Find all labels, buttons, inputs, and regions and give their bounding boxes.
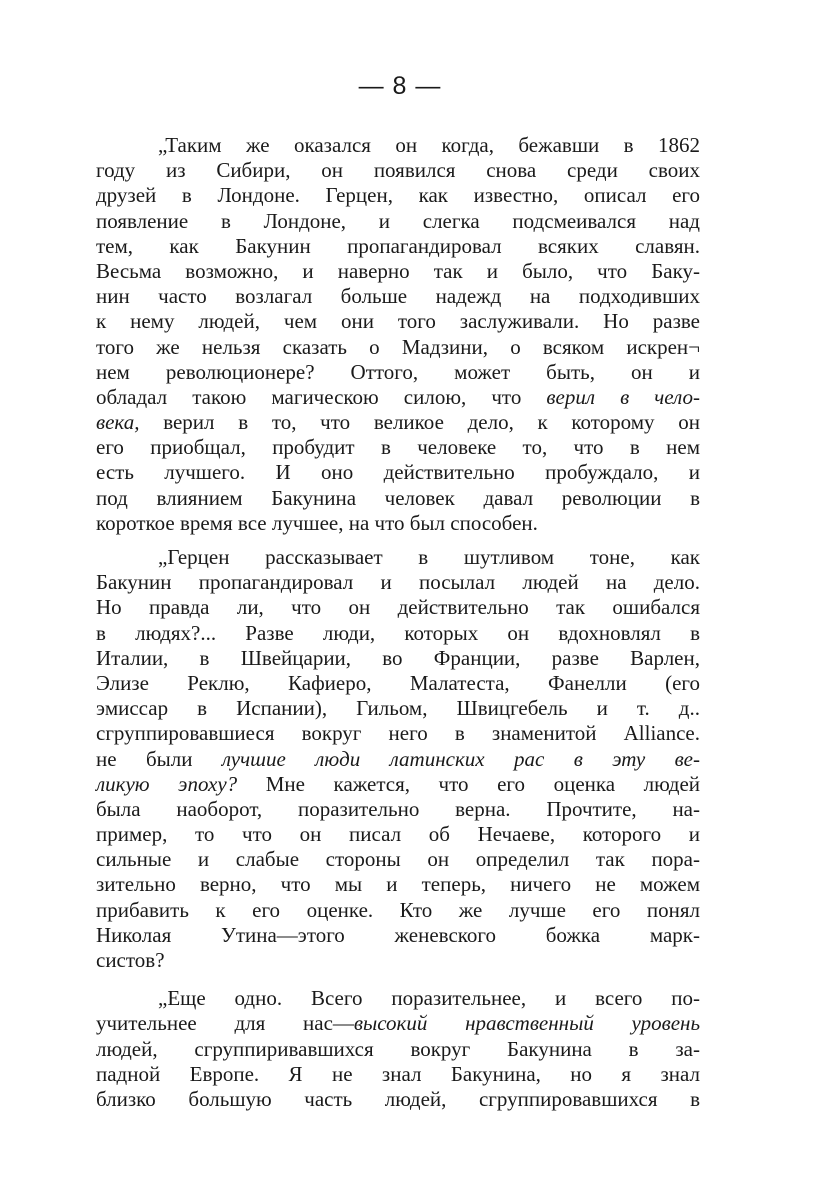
text-line: нем революционере? Оттого, может быть, он и <box>96 359 700 384</box>
text-line: году из Сибири, он появился снова среди своих <box>96 158 700 183</box>
text-line: прибавить к его оценке. Кто же лучше его понял <box>96 897 700 922</box>
text-line: Италии, в Швейцарии, во Франции, разве Варлен, <box>96 645 700 670</box>
emphasis: века, <box>96 410 140 435</box>
paragraph <box>96 133 700 536</box>
text-line: обладал такою магическою силою, что верил в чело- <box>96 384 700 409</box>
paragraph <box>96 986 700 1112</box>
text-line: не были лучшие люди латинских рас в эту ве- <box>96 746 700 771</box>
text-line: тем, как Бакунин пропагандировал всяких славян. <box>96 233 700 258</box>
text-line: учительнее для нас—высокий нравственный уровень <box>96 1011 700 1036</box>
text-line: пример, то что он писал об Нечаеве, которого и <box>96 822 700 847</box>
text-line: появление в Лондоне, и слегка подсмеивался над <box>96 208 700 233</box>
text-line: сгруппировавшиеся вокруг него в знаменитой Alliance. <box>96 721 700 746</box>
text-line: систов? <box>96 948 165 972</box>
text-line: нин часто возлагал больше надежд на подходивших <box>96 284 700 309</box>
emphasis: высокий нравственный уровень <box>353 1011 700 1036</box>
text-line: его приобщал, пробудит в человеке то, что в нем <box>96 435 700 460</box>
emphasis: верил в чело- <box>546 384 700 409</box>
text-line: Элизе Реклю, Кафиеро, Малатеста, Фанелли (его <box>96 670 700 695</box>
text-line: века, верил в то, что великое дело, к которому он <box>96 410 700 435</box>
text-line: короткое время все лучшее, на что был способен. <box>96 510 538 535</box>
text-line: под влиянием Бакунина человек давал революции в <box>96 485 700 510</box>
body-text <box>96 133 700 1112</box>
text-line: „Герцен рассказывает в шутливом тоне, как <box>158 545 700 569</box>
paragraph <box>96 545 700 973</box>
text-line: в людях?... Разве люди, которых он вдохновлял в <box>96 620 700 645</box>
text-line: к нему людей, чем они того заслуживали. Но разве <box>96 309 700 334</box>
text-line: людей, сгруппиривавшихся вокруг Бакунина в за- <box>96 1036 700 1061</box>
text-line: „Еще одно. Всего поразительнее, и всего по- <box>158 986 700 1011</box>
text-line: сильные и слабые стороны он определил так пора- <box>96 847 700 872</box>
text-line: есть лучшего. И оно действительно пробуждало, и <box>96 460 700 485</box>
text-line: ликую эпоху? Мне кажется, что его оценка людей <box>96 771 701 796</box>
text-line: была наоборот, поразительно верна. Прочтите, на- <box>96 796 700 821</box>
page-number: — 8 — <box>358 72 442 100</box>
text-line: Бакунин пропагандировал и посылал людей на дело. <box>96 570 700 595</box>
emphasis: лучшие люди латинских рас в эту ве- <box>221 746 700 771</box>
text-line: Но правда ли, что он действительно так ошибался <box>96 595 700 620</box>
text-line: „Таким же оказался он когда, бежавши в 1862 <box>158 133 700 157</box>
text-line: близко большую часть людей, сгруппировавшихся в <box>96 1086 700 1111</box>
text-line: Николая Утина—этого женевского божка марк- <box>96 922 700 947</box>
text-line: того же нельзя сказать о Мадзини, о всяком искрен¬ <box>96 334 700 359</box>
text-line: друзей в Лондоне. Герцен, как известно, описал его <box>96 183 700 208</box>
text-line: падной Европе. Я не знал Бакунина, но я знал <box>96 1061 700 1086</box>
text-line: эмиссар в Испании), Гильом, Швицгебель и т. д.. <box>96 696 700 721</box>
text-line: зительно верно, что мы и теперь, ничего не можем <box>96 872 700 897</box>
emphasis: ликую эпоху? <box>96 771 238 796</box>
text-line: Весьма возможно, и наверно так и было, что Баку- <box>96 258 700 283</box>
